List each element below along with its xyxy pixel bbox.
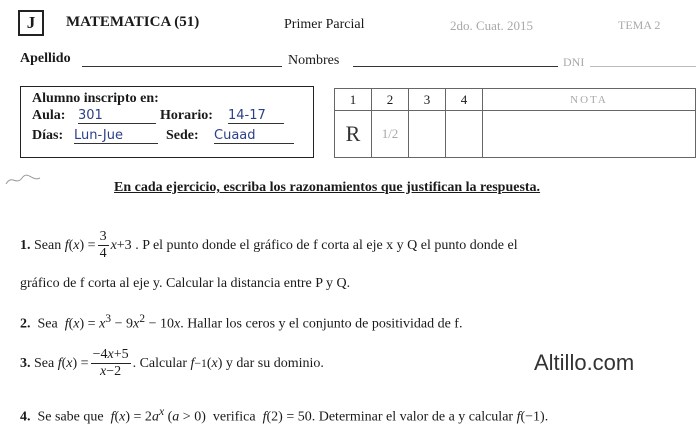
- exam-name: Primer Parcial: [284, 17, 365, 32]
- question-3-intro: Sea: [34, 355, 55, 371]
- grade-mark-2: 1/2: [372, 111, 409, 158]
- question-3-number: 3.: [20, 355, 31, 371]
- exam-tema: TEMA 2: [618, 18, 661, 32]
- student-box-title: Alumno inscripto en:: [32, 91, 159, 106]
- watermark-text: Altillo.com: [534, 350, 635, 375]
- question-1-continuation: gráfico de f corta al eje y. Calcular la distancia entre P y Q.: [20, 276, 351, 291]
- dni-label: DNI: [563, 55, 585, 69]
- question-2-number: 2.: [20, 316, 31, 332]
- question-2-text: . Hallar los ceros y el conjunto de positividad de f.: [180, 316, 463, 332]
- nombres-label: Nombres: [288, 53, 340, 68]
- grade-mark-nota: [483, 111, 696, 158]
- dni-line: [590, 66, 696, 67]
- grade-header-2: 2: [372, 89, 409, 111]
- sede-value: Cuaad: [214, 128, 294, 144]
- question-1-number: 1.: [20, 237, 31, 253]
- grade-header-3: 3: [409, 89, 446, 111]
- grade-header-1: 1: [335, 89, 372, 111]
- exam-code: J: [26, 13, 36, 32]
- question-2: 2. Sea $f(x) = x^3 - 9x^2 - 10x$. Hallar los ceros y el conjunto de positividad de f.: [20, 312, 463, 332]
- exam-code-box: [18, 10, 44, 36]
- sede-label: Sede:: [166, 128, 199, 143]
- grade-header-nota: NOTA: [483, 89, 696, 111]
- apellido-line: [82, 66, 282, 67]
- aula-value: 301: [78, 108, 156, 124]
- grade-mark-4: [446, 111, 483, 158]
- course-title: MATEMATICA (51): [66, 14, 200, 30]
- question-4: 4. Se sabe que $f(x) = 2a^x$ (a > 0) verifica f(2) = 50. Determinar el valor de a y calcular f(−1).: [20, 405, 549, 425]
- question-3: 3. Sea f ( x ) = $\frac{-4x+5}{x-2}$ . Calcular f −1 ( x ) y dar su dominio.: [20, 347, 324, 379]
- instruction-text: En cada ejercicio, escriba los razonamientos que justifican la respuesta.: [114, 180, 541, 195]
- grade-mark-3: [409, 111, 446, 158]
- question-1-text: . P el punto donde el gráfico de f corta al eje x y Q el punto donde el: [135, 237, 518, 253]
- question-2-intro: Sea: [37, 316, 58, 332]
- scribble-mark: [4, 172, 44, 188]
- aula-label: Aula:: [32, 108, 66, 123]
- question-3-text: . Calcular: [132, 355, 188, 371]
- question-3-end: y dar su dominio.: [225, 355, 324, 371]
- dias-label: Días:: [32, 128, 64, 143]
- grade-table: [334, 88, 696, 158]
- question-1-intro: Sean: [34, 237, 62, 253]
- question-4-text: verifica: [212, 409, 256, 425]
- question-1: 1. Sean f ( x ) = $\frac{3}{4}$ x +3 . P el punto donde el gráfico de f corta al eje x y Q el punto donde el: [20, 229, 518, 261]
- question-4-number: 4.: [20, 409, 31, 425]
- grade-header-4: 4: [446, 89, 483, 111]
- horario-label: Horario:: [160, 108, 213, 123]
- apellido-label: Apellido: [20, 51, 71, 66]
- horario-value: 14-17: [228, 108, 284, 124]
- nombres-line: [353, 66, 558, 67]
- grade-mark-1: R: [335, 111, 372, 158]
- dias-value: Lun-Jue: [74, 128, 158, 144]
- question-4-intro: Se sabe que: [37, 409, 104, 425]
- exam-term: 2do. Cuat. 2015: [450, 18, 534, 33]
- question-4-end: . Determinar el valor de a y calcular: [311, 409, 514, 425]
